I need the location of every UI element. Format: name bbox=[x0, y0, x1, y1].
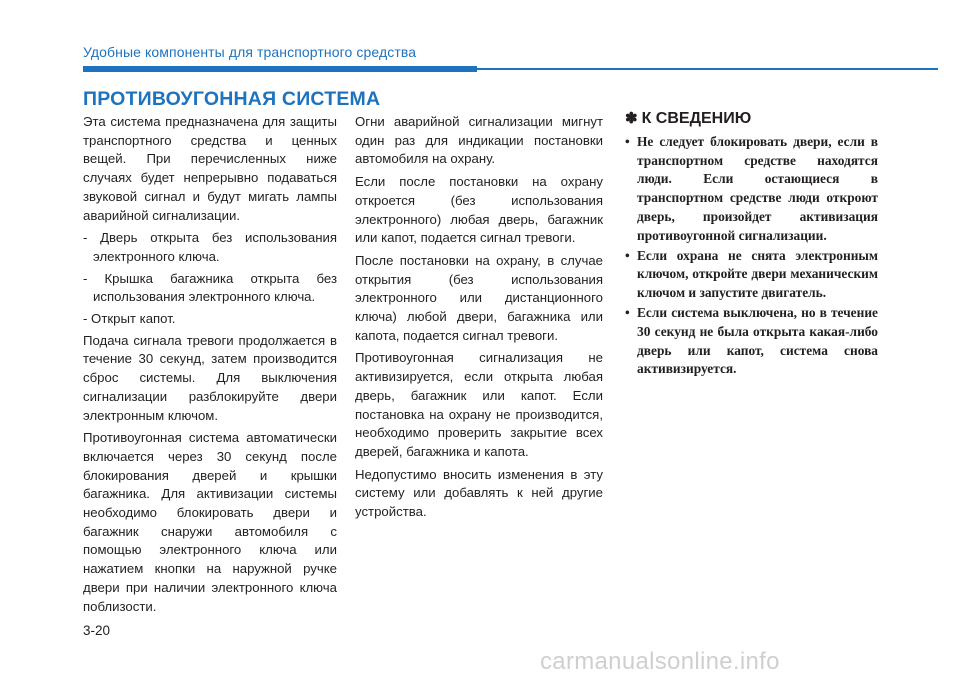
paragraph: Эта система предназначена для защиты транспортного средства и ценных вещей. При перечисленных ниже случаях будет непрерывно подаваться звуковой сигнал и будут мигать лампы аварийной сигнализации. bbox=[83, 114, 337, 223]
paragraph: Огни аварийной сигнализации мигнут один раз для индикации постановки автомобиля на охрану. bbox=[355, 114, 603, 167]
note-title-text: К СВЕДЕНИЮ bbox=[641, 110, 752, 127]
note-title bbox=[625, 110, 878, 129]
list-item: - Дверь открыта без использования электронного ключа. bbox=[83, 230, 337, 264]
page-number: 3-20 bbox=[83, 623, 111, 638]
note-item-text: Если система выключена, но в течение 30 секунд не была открыта какая-либо дверь или капот, система снова активизируется. bbox=[637, 304, 878, 377]
paragraph: Противоугонная система автоматически включается через 30 секунд после блокирования дверей и крышки багажника. Для активизации системы необходимо блокировать двери и багажник снаружи автомобиля с помощью электронного ключа или нажатием кнопки на наружной ручке двери при наличии электронного ключа поблизости. bbox=[83, 430, 337, 614]
section-title: ПРОТИВОУГОННАЯ СИСТЕМА bbox=[83, 88, 381, 110]
note-item-text: Если охрана не снята электронным ключом, откройте двери механическим ключом и запустите двигатель. bbox=[637, 247, 878, 301]
text-column-middle bbox=[355, 113, 603, 526]
bullet-icon: • bbox=[625, 133, 630, 149]
note-list bbox=[625, 133, 878, 379]
watermark: carmanualsonline.info bbox=[540, 648, 780, 675]
paragraph: Если после постановки на охрану откроется (без использования электронного) любая дверь, багажник или капот, подается сигнал тревоги. bbox=[355, 174, 603, 246]
list-item: - Открыт капот. bbox=[83, 311, 176, 327]
header-rule-thin bbox=[477, 68, 938, 70]
info-note bbox=[625, 110, 878, 380]
bullet-icon: • bbox=[625, 247, 630, 263]
chapter-header-title: Удобные компоненты для транспортного средства bbox=[83, 44, 417, 60]
text-column-left bbox=[83, 113, 337, 620]
note-item bbox=[625, 133, 878, 246]
paragraph: Подача сигнала тревоги продолжается в течение 30 секунд, затем производится сброс системы. Для выключения сигнализации разблокируйте двери электронным ключом. bbox=[83, 332, 337, 423]
asterisk-icon: ✽ bbox=[625, 110, 638, 127]
header-rule-thick bbox=[83, 66, 477, 72]
note-item bbox=[625, 304, 878, 379]
list-item: - Крышка багажника открыта без использования электронного ключа. bbox=[83, 270, 337, 305]
paragraph: Противоугонная сигнализация не активизируется, если открыта любая дверь, багажник или капот. Если постановка на охрану не производится, необходимо проверить закрытие всех дверей, багажника и капота. bbox=[355, 350, 603, 459]
bullet-icon: • bbox=[625, 304, 630, 320]
note-item-text: Не следует блокировать двери, если в транспортном средстве находятся люди. Если остающиеся в транспортном средстве люди откроют дверь, произойдет активизация противоугонной сигнализации. bbox=[637, 133, 878, 243]
paragraph: Недопустимо вносить изменения в эту систему или добавлять к ней другие устройства. bbox=[355, 466, 603, 520]
note-item bbox=[625, 247, 878, 303]
paragraph: После постановки на охрану, в случае открытия (без использования электронного или дистанционного ключа) любой двери, багажника или капота, подается сигнал тревоги. bbox=[355, 252, 603, 343]
